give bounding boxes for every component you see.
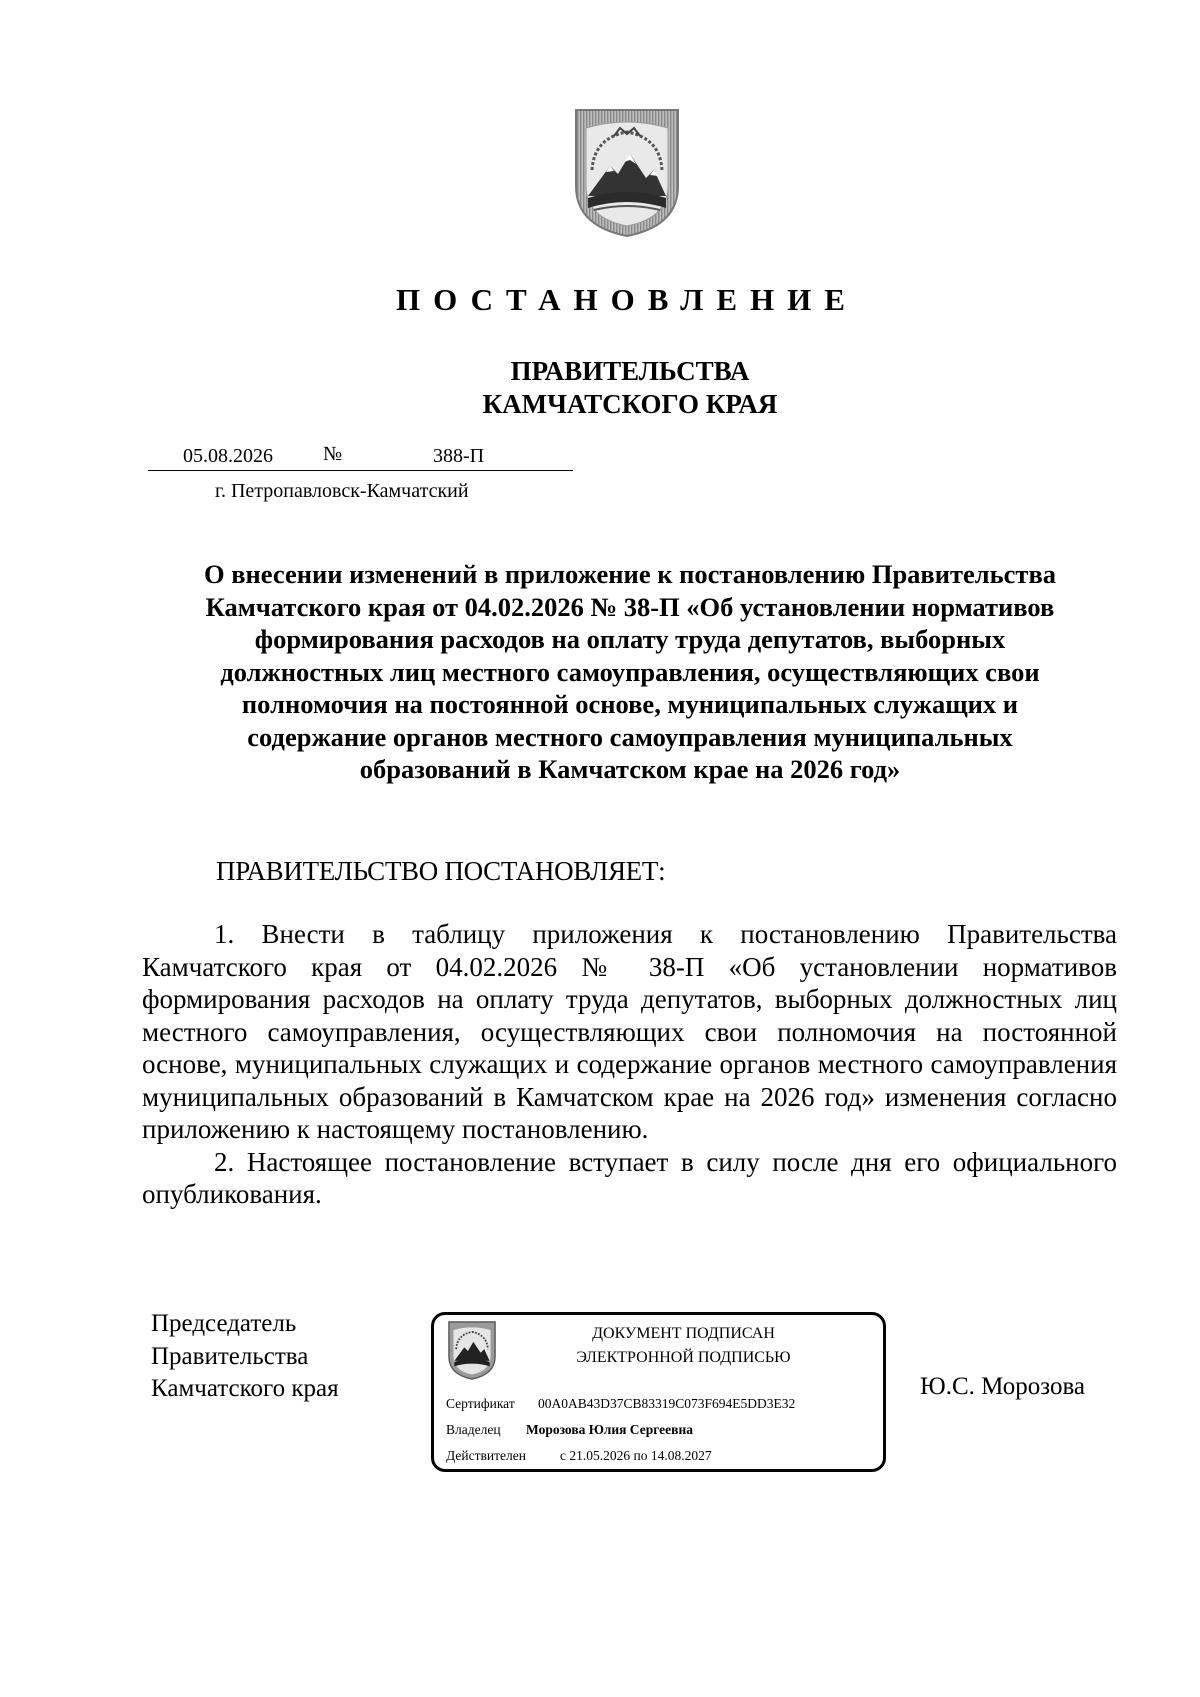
certificate-label: Сертификат bbox=[446, 1396, 515, 1411]
owner-row bbox=[446, 1422, 693, 1438]
coat-of-arms-emblem bbox=[574, 108, 680, 238]
validity-row bbox=[446, 1448, 712, 1464]
registration-underline bbox=[148, 470, 573, 471]
document-date: 05.08.2026 bbox=[183, 445, 273, 467]
signatory-name: Ю.С. Морозова bbox=[920, 1373, 1086, 1400]
subject-line: формирования расходов на оплату труда депутатов, выборных bbox=[254, 624, 1006, 654]
signatory-title-line: Председатель bbox=[151, 1310, 297, 1337]
preamble: ПРАВИТЕЛЬСТВО ПОСТАНОВЛЯЕТ: bbox=[216, 856, 666, 886]
decree-body bbox=[142, 918, 1117, 1211]
owner-value: Морозова Юлия Сергеевна bbox=[526, 1422, 693, 1437]
electronic-signature-stamp bbox=[431, 1312, 886, 1472]
issue-city: г. Петропавловск-Камчатский bbox=[215, 480, 469, 502]
issuing-authority bbox=[0, 355, 1200, 421]
decree-paragraph-2: 2. Настоящее постановление вступает в силу после дня его официального опубликования. bbox=[142, 1146, 1117, 1209]
certificate-value: 00A0AB43D37CB83319C073F694E5DD3E32 bbox=[538, 1396, 796, 1411]
subject-line: О внесении изменений в приложение к постановлению Правительства bbox=[203, 559, 1057, 589]
subject-line: образований в Камчатском крае на 2026 год» bbox=[359, 754, 901, 784]
authority-line-1: ПРАВИТЕЛЬСТВА bbox=[510, 356, 750, 386]
signatory-title-line: Правительства bbox=[151, 1342, 309, 1370]
signatory-title-line: Камчатского края bbox=[151, 1375, 339, 1402]
subject-line: полномочия на постоянной основе, муниципальных служащих и bbox=[241, 689, 1019, 719]
validity-label: Действителен bbox=[446, 1448, 526, 1463]
kamchatka-coat-of-arms-icon bbox=[574, 108, 680, 238]
subject-line: должностных лиц местного самоуправления, осуществляющих свои bbox=[220, 656, 1040, 687]
subject-line: Камчатского края от 04.02.2026 № 38-П «Об установлении нормативов bbox=[205, 591, 1055, 622]
document-type-title: ПОСТАНОВЛЕНИЕ bbox=[396, 282, 858, 317]
kamchatka-coat-of-arms-icon bbox=[448, 1319, 496, 1382]
stamp-heading bbox=[496, 1322, 871, 1370]
certificate-row bbox=[446, 1396, 796, 1412]
stamp-heading-line-1: ДОКУМЕНТ ПОДПИСАН bbox=[592, 1325, 775, 1342]
stamp-emblem bbox=[448, 1319, 496, 1382]
owner-label: Владелец bbox=[446, 1422, 501, 1437]
document-subject bbox=[140, 558, 1120, 786]
authority-line-2: КАМЧАТСКОГО КРАЯ bbox=[482, 389, 778, 419]
stamp-heading-line-2: ЭЛЕКТРОННОЙ ПОДПИСЬЮ bbox=[576, 1349, 791, 1366]
number-sign: № bbox=[323, 443, 343, 465]
signatory-title bbox=[151, 1308, 339, 1406]
decree-paragraph-1: 1. Внести в таблицу приложения к постановлению Правительства Камчатского края от 04.02.2026 № 38-П «Об установлении нормативов формирования расходов на оплату труда депутатов, выборных должностных лиц местного самоуправления, осуществляющих свои полномочия на постоянной основе, муниципальных служащих и содержание органов местного самоуправления муниципальных образований в Камчатском крае на 2026 год» изменения согласно приложению к настоящему постановлению. bbox=[142, 919, 1117, 1144]
validity-value: с 21.05.2026 по 14.08.2027 bbox=[560, 1448, 712, 1463]
document-number: 388-П bbox=[433, 445, 485, 467]
subject-line: содержание органов местного самоуправления муниципальных bbox=[247, 721, 1013, 752]
